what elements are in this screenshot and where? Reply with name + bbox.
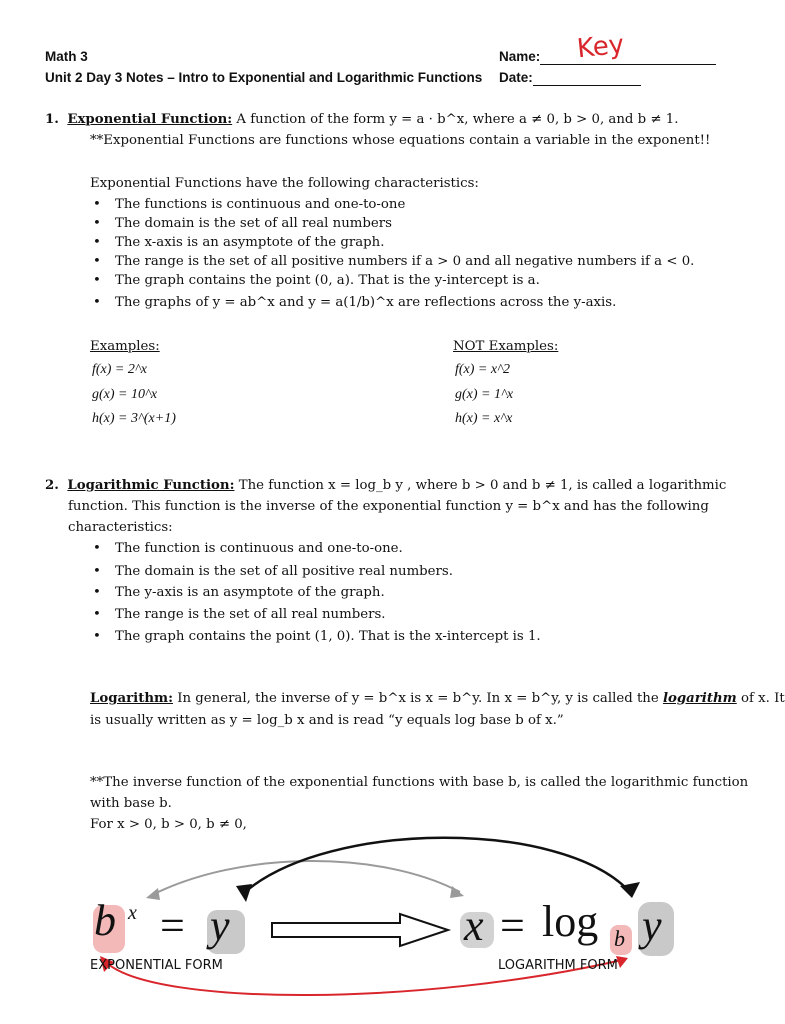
log-word: log <box>542 897 599 946</box>
exp-bullet-6: • The graphs of y = ab^x and y = a(1/b)^x are reflections across the y-axis. <box>115 295 616 310</box>
exp-bullet-3: • The x-axis is an asymptote of the graph. <box>115 235 384 250</box>
log-equals: = <box>500 901 525 950</box>
not-example-3: h(x) = x^x <box>455 411 513 426</box>
log-definition-line2: function. This function is the inverse of the exponential function y = b^x and has the following <box>68 499 709 514</box>
black-arrowhead-left-icon <box>236 884 252 902</box>
not-example-2: g(x) = 1^x <box>455 387 514 402</box>
exp-power: x <box>128 902 137 924</box>
log-arg: y <box>642 901 662 950</box>
exp-bullet-5: • The graph contains the point (0, a). That is the y-intercept is a. <box>115 273 540 288</box>
log-bullet-4: • The range is the set of all real numbers. <box>115 607 386 622</box>
logarithmic-function-term: Logarithmic Function: <box>67 478 235 493</box>
log-bullet-2: • The domain is the set of all positive real numbers. <box>115 564 453 579</box>
log-definition-line3: characteristics: <box>68 520 173 535</box>
not-examples-heading: NOT Examples: <box>453 339 559 354</box>
examples-heading: Examples: <box>90 339 160 354</box>
inverse-note-line3: For x > 0, b > 0, b ≠ 0, <box>90 817 247 832</box>
exp-bullet-1: • The functions is continuous and one-to-one <box>115 197 405 212</box>
exponential-intro: Exponential Functions have the following characteristics: <box>90 176 479 191</box>
logarithm-paragraph-line1: Logarithm: In general, the inverse of y = b^x is x = b^y. In x = b^y, y is called the logarithm of x. It <box>90 691 785 706</box>
exp-bullet-4: • The range is the set of all positive numbers if a > 0 and all negative numbers if a < 0. <box>115 254 694 269</box>
logarithm-paragraph-line2: is usually written as y = log_b x and is read “y equals log base b of x.” <box>90 713 564 728</box>
gray-arrowhead-right-icon <box>450 886 464 898</box>
log-x: x <box>464 901 484 950</box>
example-2: g(x) = 10^x <box>92 387 158 402</box>
gray-arrowhead-left-icon <box>146 888 160 900</box>
section2-heading: 2. Logarithmic Function: The function x = log_b y , where b > 0 and b ≠ 1, is called a logarithmic <box>45 478 727 493</box>
log-definition-line1: The function x = log_b y , where b > 0 and b ≠ 1, is called a logarithmic <box>238 478 727 493</box>
example-1: f(x) = 2^x <box>92 362 147 377</box>
log-bullet-3: • The y-axis is an asymptote of the graph. <box>115 585 385 600</box>
exp-result: y <box>210 901 230 950</box>
inverse-note-line1: **The inverse function of the exponential functions with base b, is called the logarithmic function <box>90 775 749 790</box>
not-example-1: f(x) = x^2 <box>455 362 510 377</box>
date-label: Date: <box>499 70 533 85</box>
name-label: Name: <box>499 49 541 64</box>
logarithm-form-caption: LOGARITHM FORM <box>498 958 618 973</box>
log-base: b <box>614 926 625 951</box>
black-arrow <box>245 838 628 892</box>
exponential-function-term: Exponential Function: <box>67 112 233 127</box>
section1-heading: 1. Exponential Function: A function of the form y = a · b^x, where a ≠ 0, b > 0, and b ≠ 1. <box>45 112 679 127</box>
course-title: Math 3 <box>45 49 88 64</box>
log-bullet-1: • The function is continuous and one-to-one. <box>115 541 403 556</box>
date-line <box>533 85 641 86</box>
name-line <box>540 64 716 65</box>
exp-equals: = <box>160 901 185 950</box>
inverse-note-line2: with base b. <box>90 796 172 811</box>
exponential-form-caption: EXPONENTIAL FORM <box>90 958 223 973</box>
name-handwritten-key: Key <box>575 29 626 65</box>
logarithm-word: logarithm <box>662 691 737 706</box>
gray-arrow <box>150 861 460 896</box>
example-3: h(x) = 3^(x+1) <box>92 411 176 426</box>
exponential-note: **Exponential Functions are functions whose equations contain a variable in the exponent!! <box>90 133 711 148</box>
page-title: Unit 2 Day 3 Notes – Intro to Exponential and Logarithmic Functions <box>45 70 483 85</box>
exp-bullet-2: • The domain is the set of all real numbers <box>115 216 392 231</box>
exponential-definition: A function of the form y = a · b^x, where a ≠ 0, b > 0, and b ≠ 1. <box>236 112 679 127</box>
conversion-arrow-icon <box>272 914 448 946</box>
logarithm-term: Logarithm: <box>90 691 173 706</box>
log-bullet-5: • The graph contains the point (1, 0). That is the x-intercept is 1. <box>115 629 541 644</box>
exp-base: b <box>94 896 116 945</box>
